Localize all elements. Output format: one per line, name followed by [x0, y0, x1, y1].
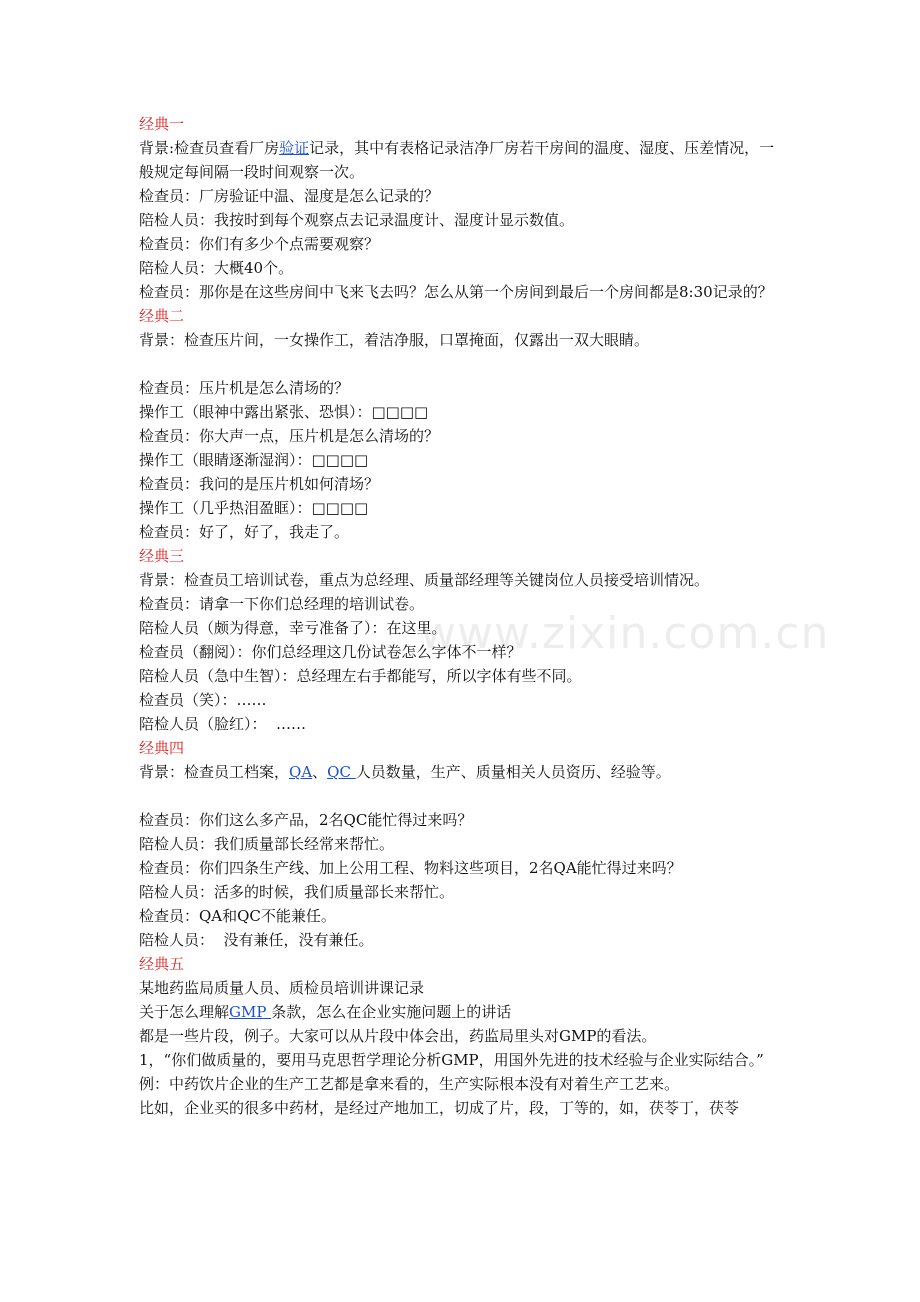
document-body [139, 112, 787, 1120]
background-paragraph [139, 136, 787, 184]
dialogue-line: 检查员：压片机是怎么清场的？ [139, 379, 350, 397]
lecture-subtitle [139, 1000, 787, 1024]
dialogue-line: 检查员：那你是在这些房间中飞来飞去吗？怎么从第一个房间到最后一个房间都是8:30记录的？ [139, 283, 773, 301]
blank-line [139, 352, 787, 376]
dialogue-line: 检查员：QA和QC不能兼任。 [139, 907, 336, 925]
subtitle-text: 条款，怎么在企业实施问题上的讲话 [271, 1003, 512, 1021]
gmp-link[interactable]: GMP [229, 1003, 272, 1021]
watermark: www.zixin.com.cn [420, 608, 830, 659]
dialogue-line: 陪检人员（颇为得意，幸亏准备了）：在这里。 [139, 619, 447, 637]
section-heading: 经典二 [139, 307, 185, 325]
background-paragraph [139, 760, 787, 784]
dialogue-line: 检查员：你们这么多产品，2名QC能忙得过来吗？ [139, 811, 473, 829]
dialogue-line: 检查员：我问的是压片机如何清场？ [139, 475, 380, 493]
dialogue-line: 陪检人员： 没有兼任，没有兼任。 [139, 931, 374, 949]
dialogue-line: 操作工（几乎热泪盈眶）：□□□□ [139, 499, 369, 517]
dialogue-line: 陪检人员：我们质量部长经常来帮忙。 [139, 835, 395, 853]
background-text: 检查员查看厂房 [174, 139, 280, 157]
section-heading: 经典三 [139, 547, 185, 565]
section-heading: 经典四 [139, 739, 185, 757]
background-label: 背景: [139, 139, 175, 157]
dialogue-line: 检查员：你们有多少个点需要观察？ [139, 235, 380, 253]
subtitle-text: 关于怎么理解 [139, 1003, 230, 1021]
body-line: 1，“你们做质量的，要用马克思哲学理论分析GMP，用国外先进的技术经验与企业实际结合。” [139, 1051, 764, 1069]
qc-link[interactable]: QC [327, 763, 356, 781]
dialogue-line: 检查员（笑）：…… [139, 691, 267, 709]
blank-line [139, 784, 787, 808]
dialogue-line: 检查员：厂房验证中温、湿度是怎么记录的？ [139, 187, 440, 205]
dialogue-line: 检查员：好了，好了，我走了。 [139, 523, 350, 541]
verification-link[interactable]: 验证 [279, 139, 310, 157]
dialogue-line: 检查员：请拿一下你们总经理的培训试卷。 [139, 595, 425, 613]
background-text: 人员数量，生产、质量相关人员资历、经验等。 [355, 763, 671, 781]
section-heading: 经典五 [139, 955, 185, 973]
dialogue-line: 陪检人员（急中生智）：总经理左右手都能写，所以字体有些不同。 [139, 667, 582, 685]
dialogue-line: 操作工（眼神中露出紧张、恐惧）：□□□□ [139, 403, 429, 421]
dialogue-line: 检查员：你们四条生产线、加上公用工程、物料这些项目，2名QA能忙得过来吗？ [139, 859, 682, 877]
dialogue-line: 陪检人员：我按时到每个观察点去记录温度计、湿度计显示数值。 [139, 211, 575, 229]
background-paragraph: 背景：检查员工培训试卷，重点为总经理、质量部经理等关键岗位人员接受培训情况。 [139, 571, 710, 589]
background-text: 背景：检查员工档案， [139, 763, 290, 781]
body-line: 比如，企业买的很多中药材，是经过产地加工，切成了片，段，丁等的，如，茯苓丁，茯苓 [139, 1099, 740, 1117]
background-paragraph: 背景：检查压片间，一女操作工，着洁净服，口罩掩面，仅露出一双大眼睛。 [139, 331, 650, 349]
dialogue-line: 检查员：你大声一点，压片机是怎么清场的？ [139, 427, 440, 445]
background-text: 记录，其中有表格记录洁净厂房若干房间的温度、湿度、压差情况，一般规定每间隔一段时间观察一次。 [139, 139, 775, 181]
dialogue-line: 陪检人员：活多的时候，我们质量部长来帮忙。 [139, 883, 455, 901]
lecture-title: 某地药监局质量人员、质检员培训讲课记录 [139, 979, 425, 997]
separator: 、 [312, 763, 328, 781]
dialogue-line: 陪检人员：大概40个。 [139, 259, 294, 277]
section-heading: 经典一 [139, 115, 185, 133]
dialogue-line: 检查员（翻阅）：你们总经理这几份试卷怎么字体不一样？ [139, 643, 522, 661]
qa-link[interactable]: QA [289, 763, 313, 781]
body-line: 都是一些片段，例子。大家可以从片段中体会出，药监局里头对GMP的看法。 [139, 1027, 657, 1045]
dialogue-line: 操作工（眼睛逐渐湿润）：□□□□ [139, 451, 369, 469]
dialogue-line: 陪检人员（脸红）： …… [139, 715, 307, 733]
body-line: 例：中药饮片企业的生产工艺都是拿来看的，生产实际根本没有对着生产工艺来。 [139, 1075, 680, 1093]
